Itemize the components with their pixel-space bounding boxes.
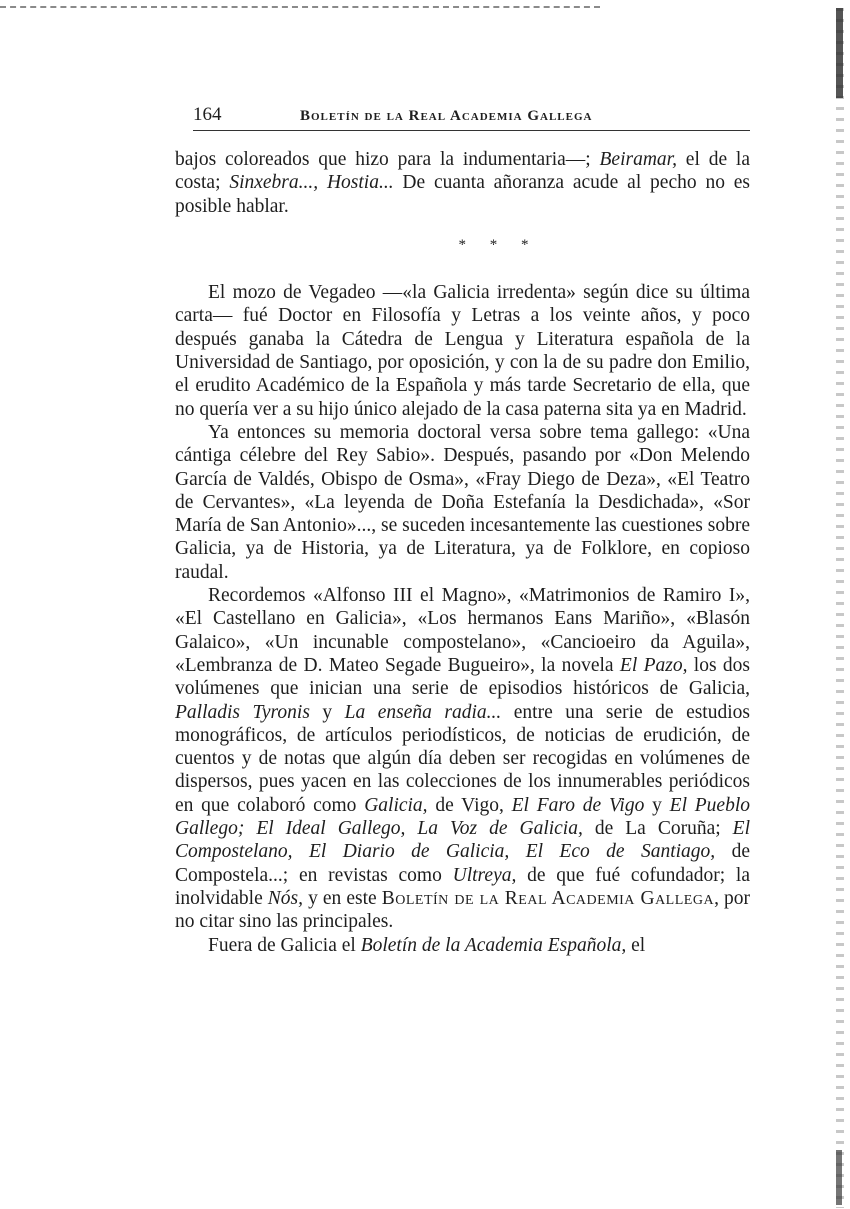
italic-title: Ultreya,: [452, 864, 517, 886]
italic-title: El Compostelano, El Diario de Galicia, El Eco de Santiago,: [175, 818, 750, 863]
italic-title: La enseña radia...: [344, 701, 502, 723]
page-number: 164: [193, 104, 222, 125]
text-run: El mozo de Vegadeo —«la Galicia irredenta» según dice su última carta— fué Doctor en Filosofía y Letras a los veinte años, y poco después ganaba la Cátedra de Lengua y Literatura española de la Universidad de Santiago, por oposición, y con la de su padre don Emilio, el erudito Académico de la Española y más tarde Secretario de ella, que no quería ver a su hijo único alejado de la casa paterna sita ya en Madrid.: [175, 282, 750, 420]
text-run: De cuanta añoranza acude al pecho no es posible hablar.: [175, 172, 751, 217]
italic-title: Boletín de la Academia Española,: [360, 934, 627, 956]
paragraph-2: [175, 421, 750, 584]
paragraph-continuation: [175, 148, 750, 218]
italic-title: Nós,: [267, 887, 304, 909]
paragraph-1: [175, 281, 750, 421]
text-run: de Compostela...; en revistas como: [175, 841, 751, 886]
text-run: de que fué cofundador; la inolvidable: [175, 864, 750, 909]
italic-title: Palladis Tyronis: [175, 701, 310, 723]
scan-edge-shadow: [836, 8, 844, 1208]
text-run: Fuera de Galicia el: [208, 934, 361, 956]
scan-top-rule: [0, 6, 600, 8]
text-run: , por no citar sino las principales.: [175, 887, 750, 933]
italic-title: El Pazo,: [619, 654, 688, 676]
text-run: y: [309, 701, 345, 723]
italic-title: Galicia,: [364, 794, 428, 816]
small-caps-title: Boletín de la Real Academia Gallega: [381, 887, 715, 909]
text-run: y en este: [303, 887, 382, 909]
italic-title: Sinxebra..., Hostia...: [229, 172, 394, 194]
body-text: [175, 148, 750, 957]
text-run: Recordemos «Alfonso III el Magno», «Matrimonios de Ramiro I», «El Castellano en Galicia», «Los hermanos Eans Mariño», «Blasón Galaico», «Un incunable compostelano», «Cancioeiro da Aguila», «Lembranza de D. Mateo Segade Bugueiro», la novela: [175, 585, 750, 676]
scan-edge-shadow-top: [836, 8, 843, 98]
page-header: [193, 100, 750, 131]
section-ornament: * * *: [458, 236, 539, 253]
italic-title: El Pueblo Gallego; El Ideal Gallego, La Voz de Galicia,: [175, 794, 750, 840]
italic-title: Beiramar,: [599, 149, 677, 170]
text-run: entre una serie de estudios monográficos, de artículos periodísticos, de noticias de erudición, de cuentos y de notas que algún día deben ser recogidas en volúmenes de dispersos, pues yacen en las colecciones de los innumerables periódicos en que colaboró como: [175, 701, 750, 816]
italic-title: El Faro de Vigo: [511, 794, 645, 816]
paragraph-4: [175, 934, 750, 957]
text-run: bajos coloreados que hizo para la indumentaria—;: [175, 149, 600, 170]
text-run: el: [626, 934, 646, 956]
text-run: Ya entonces su memoria doctoral versa sobre tema gallego: «Una cántiga célebre del Rey Sabio». Después, pasando por «Don Melendo García de Valdés, Obispo de Osma», «Fray Diego de Deza», «El Teatro de Cervantes», «La leyenda de Doña Estefanía la Desdichada», «Sor María de San Antonio»..., se suceden incesantemente las cuestiones sobre Galicia, ya de Historia, ya de Literatura, ya de Folklore, en copioso raudal.: [175, 421, 750, 583]
running-title: Boletín de la Real Academia Gallega: [300, 108, 593, 124]
text-run: el de la costa;: [175, 149, 750, 194]
paragraph-3: [175, 584, 750, 933]
text-run: los dos volúmenes que inician una serie de episodios históricos de Galicia,: [175, 654, 750, 700]
text-run: de La Coruña;: [582, 818, 733, 840]
text-run: y: [644, 794, 670, 816]
text-run: de Vigo,: [427, 794, 512, 816]
scan-edge-shadow-bottom: [836, 1150, 842, 1205]
